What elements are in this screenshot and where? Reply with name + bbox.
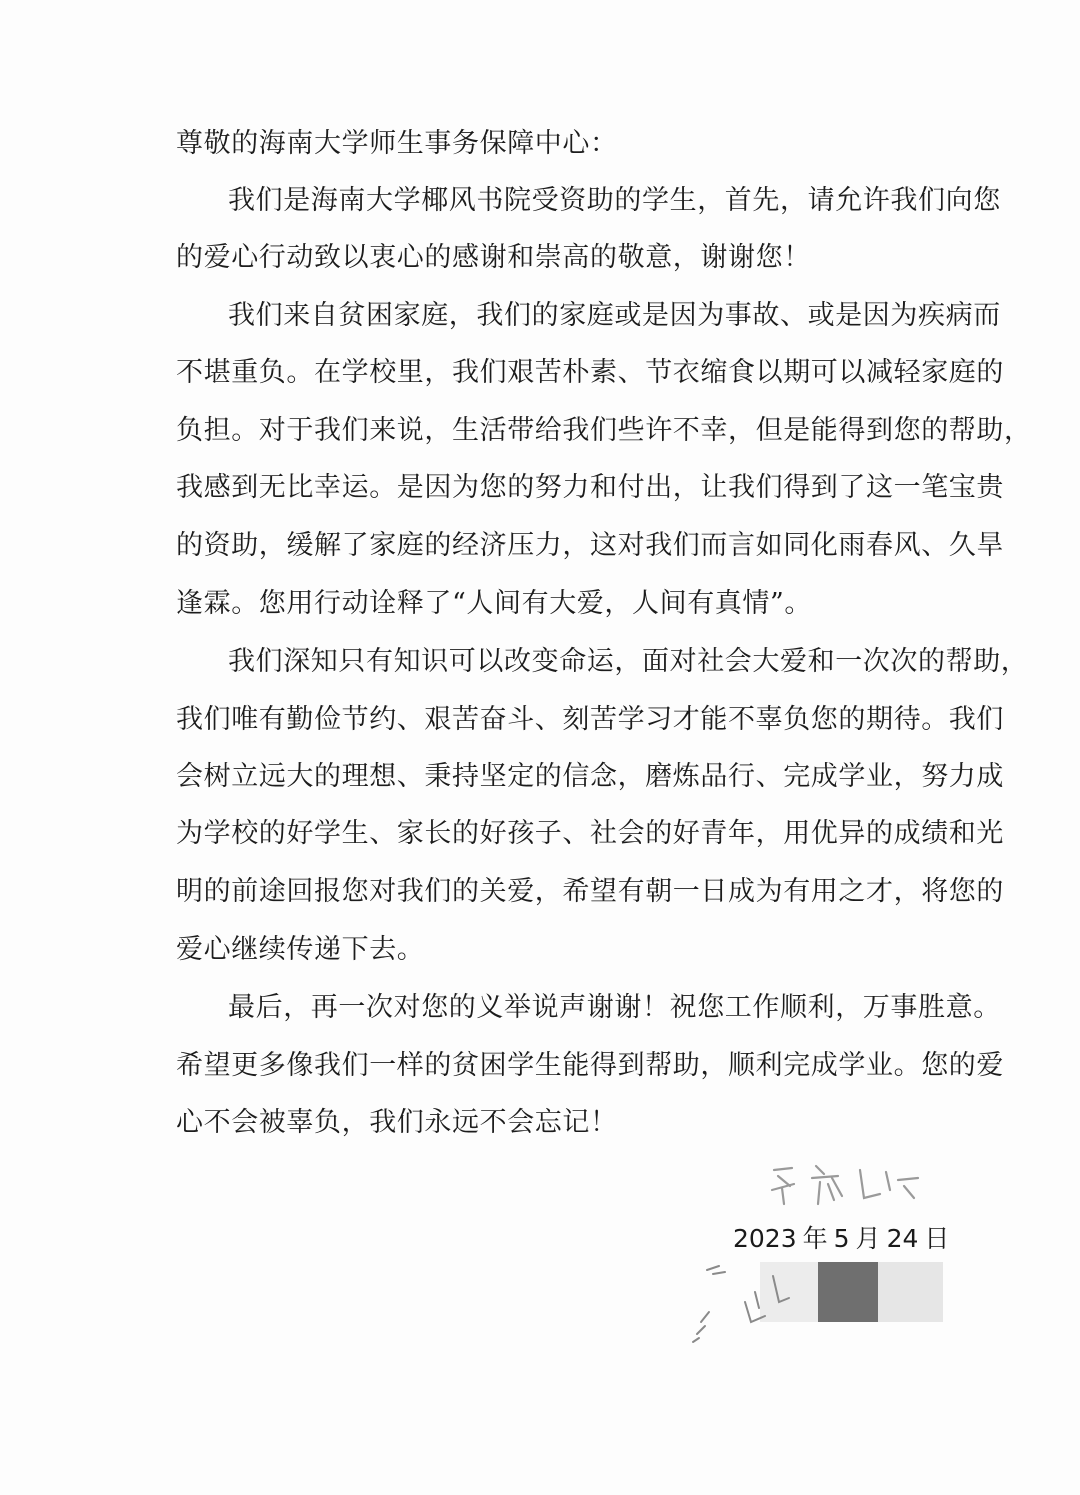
salutation: 尊敬的海南大学师生事务保障中心： bbox=[176, 128, 618, 159]
letter-line: 不堪重负。在学校里，我们艰苦朴素、节衣缩食以期可以减轻家庭的 bbox=[176, 357, 1004, 388]
letter-line: 我们来自贫困家庭，我们的家庭或是因为事故、或是因为疾病而 bbox=[228, 300, 1001, 331]
letter-line: 我们唯有勤俭节约、艰苦奋斗、刻苦学习才能不辜负您的期待。我们 bbox=[176, 704, 1004, 735]
letter-line: 的爱心行动致以衷心的感谢和崇高的敬意，谢谢您！ bbox=[176, 242, 811, 273]
letter-line: 希望更多像我们一样的贫困学生能得到帮助，顺利完成学业。您的爱 bbox=[176, 1050, 1004, 1081]
date-month-unit: 月 bbox=[855, 1224, 881, 1253]
letter-line: 明的前途回报您对我们的关爱，希望有朝一日成为有用之才，将您的 bbox=[176, 876, 1004, 907]
date-day: 24 bbox=[886, 1224, 919, 1253]
letter-date bbox=[733, 1219, 955, 1259]
date-month: 5 bbox=[833, 1224, 850, 1253]
letter-line: 心不会被辜负，我们永远不会忘记！ bbox=[176, 1107, 618, 1138]
letter-line: 为学校的好学生、家长的好孩子、社会的好青年，用优异的成绩和光 bbox=[176, 818, 1004, 849]
letter-line: 最后，再一次对您的义举说声谢谢！祝您工作顺利，万事胜意。 bbox=[228, 992, 1001, 1023]
handwritten-signature-top bbox=[768, 1160, 928, 1210]
letter-line: 的资助，缓解了家庭的经济压力，这对我们而言如同化雨春风、久旱 bbox=[176, 530, 1004, 561]
letter-line: 我们深知只有知识可以改变命运，面对社会大爱和一次次的帮助， bbox=[228, 646, 1029, 677]
letter-line: 负担。对于我们来说，生活带给我们些许不幸，但是能得到您的帮助， bbox=[176, 415, 1032, 446]
handwritten-signature-bottom bbox=[685, 1262, 955, 1352]
letter-line: 我感到无比幸运。是因为您的努力和付出，让我们得到了这一笔宝贵 bbox=[176, 472, 1004, 503]
date-day-unit: 日 bbox=[924, 1224, 950, 1253]
letter-line: 我们是海南大学椰风书院受资助的学生，首先，请允许我们向您 bbox=[228, 185, 1001, 216]
letter-line: 逢霖。您用行动诠释了“人间有大爱，人间有真情”。 bbox=[176, 588, 813, 619]
letter-line: 会树立远大的理想、秉持坚定的信念，磨炼品行、完成学业，努力成 bbox=[176, 761, 1004, 792]
date-year-unit: 年 bbox=[802, 1224, 828, 1253]
date-year: 2023 bbox=[733, 1224, 797, 1253]
letter-line: 爱心继续传递下去。 bbox=[176, 934, 425, 965]
